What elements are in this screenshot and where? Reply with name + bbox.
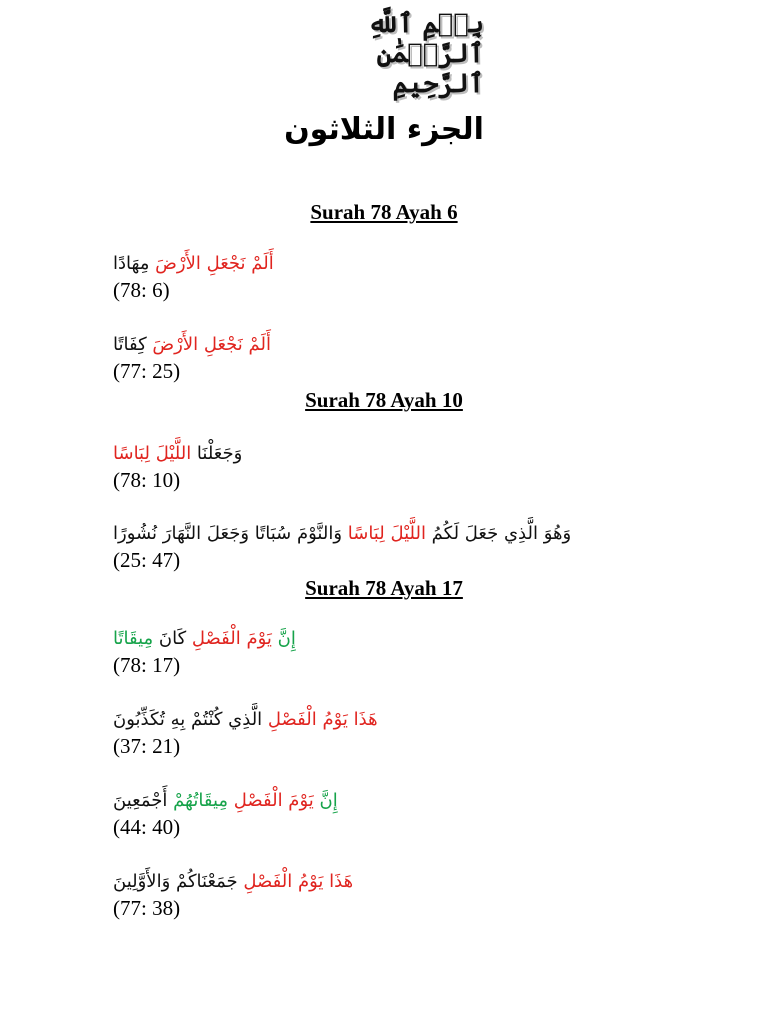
verse-text: كَانَ	[153, 628, 192, 649]
section-heading: Surah 78 Ayah 17	[305, 576, 463, 600]
verse-reference: (78: 10)	[113, 468, 181, 492]
highlight-phrase: مِيقَاتًا	[113, 628, 154, 649]
arabic-verse	[113, 440, 673, 468]
verse-text: وَهُوَ الَّذِي جَعَلَ لَكُمُ	[425, 523, 572, 544]
verse-reference: (44: 40)	[113, 815, 181, 839]
arabic-verse	[113, 868, 673, 896]
verse-entry	[113, 787, 673, 839]
highlight-phrase: أَلَمْ نَجْعَلِ الأَرْضَ	[152, 334, 271, 355]
verse-text: أَجْمَعِينَ	[113, 790, 174, 811]
verse-entry	[113, 520, 673, 572]
verse-reference: (78: 6)	[113, 278, 170, 302]
highlight-phrase: هَذَا يَوْمُ الْفَصْلِ	[267, 709, 378, 730]
verse-reference: (77: 38)	[113, 896, 181, 920]
highlight-phrase: يَوْمَ الْفَصْلِ	[233, 790, 314, 811]
verse-entry	[113, 868, 673, 920]
verse-text: وَجَعَلْنَا	[191, 443, 243, 464]
arabic-verse	[113, 787, 673, 815]
verse-reference: (25: 47)	[113, 548, 181, 572]
bismillah-text: بِسۡمِ ٱللَّهِ ٱلرَّحۡمَٰنِ ٱلرَّحِيمِ	[367, 9, 484, 99]
verse-entry	[113, 250, 673, 302]
arabic-verse	[113, 706, 673, 734]
section-heading: Surah 78 Ayah 10	[305, 388, 463, 412]
highlight-phrase: إِنَّ	[271, 628, 296, 649]
highlight-phrase: أَلَمْ نَجْعَلِ الأَرْضَ	[155, 253, 274, 274]
highlight-phrase: يَوْمَ الْفَصْلِ	[191, 628, 272, 649]
verse-reference: (77: 25)	[113, 359, 181, 383]
juz-title: الجزء الثلاثون	[284, 112, 484, 147]
arabic-verse	[113, 520, 673, 548]
highlight-phrase: اللَّيْلَ لِبَاسًا	[113, 443, 192, 464]
verse-text: جَمَعْنَاكُمْ وَالأَوَّلِينَ	[113, 871, 244, 892]
verse-entry	[113, 331, 673, 383]
arabic-verse	[113, 331, 673, 359]
verse-text: وَالنَّوْمَ سُبَاتًا وَجَعَلَ النَّهَارَ نُشُورًا	[113, 523, 348, 544]
verse-entry	[113, 706, 673, 758]
highlight-phrase: اللَّيْلَ لِبَاسًا	[347, 523, 426, 544]
section-heading: Surah 78 Ayah 6	[310, 200, 458, 224]
verse-text: كِفَاتًا	[113, 334, 153, 355]
verse-reference: (37: 21)	[113, 734, 181, 758]
highlight-phrase: إِنَّ	[313, 790, 338, 811]
highlight-phrase: مِيقَاتُهُمْ	[173, 790, 234, 811]
arabic-verse	[113, 625, 673, 653]
verse-text: مِهَادًا	[113, 253, 156, 274]
verse-text: الَّذِي كُنْتُمْ بِهِ تُكَذِّبُونَ	[113, 709, 268, 730]
highlight-phrase: هَذَا يَوْمُ الْفَصْلِ	[243, 871, 354, 892]
verse-entry	[113, 440, 673, 492]
verse-entry	[113, 625, 673, 677]
verse-reference: (78: 17)	[113, 653, 181, 677]
arabic-verse	[113, 250, 673, 278]
bismillah-calligraphy	[284, 9, 484, 99]
